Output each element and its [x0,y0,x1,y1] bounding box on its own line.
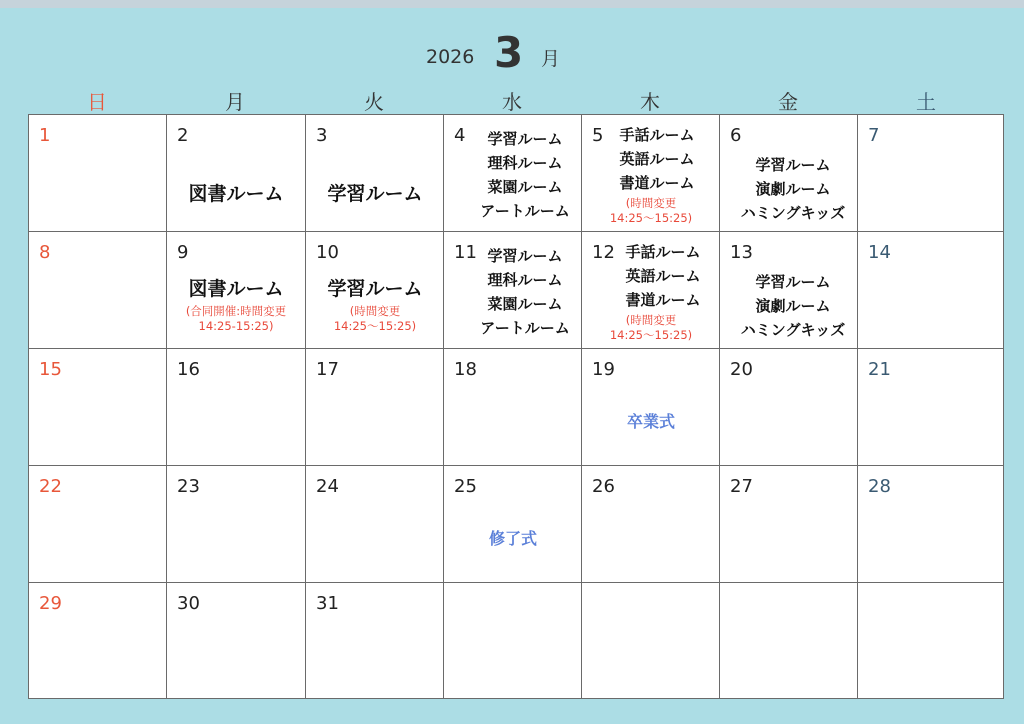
day-number: 14 [868,242,891,263]
day-number: 28 [868,476,891,497]
day-number: 13 [730,242,753,263]
day-cell[interactable] [306,349,444,466]
day-number: 3 [316,125,328,146]
day-number: 29 [39,593,62,614]
weekday-mon: 月 [225,90,245,114]
event-room: ハミングキッズ [740,204,846,222]
note-line: (時間変更 [625,313,677,327]
event-room: 手話ルーム [625,243,701,261]
event-room-list [724,153,862,225]
day-cell[interactable] [167,232,305,349]
event-room: 学習ルーム [327,278,423,300]
day-cell[interactable] [167,583,305,700]
calendar-grid [28,114,1004,699]
event-room: 理科ルーム [487,271,563,289]
event-room: 図書ルーム [188,278,284,300]
event-room-list [456,127,594,223]
day-number: 4 [454,125,466,146]
day-number: 27 [730,476,753,497]
day-number: 15 [39,359,62,380]
calendar-title [0,24,1024,84]
day-cell[interactable] [444,232,582,349]
event-room: 学習ルーム [327,183,423,205]
note-line: 14:25～15:25) [333,319,417,333]
day-cell[interactable] [582,466,720,583]
day-number: 25 [454,476,477,497]
day-number: 30 [177,593,200,614]
note-line: (合同開催:時間変更 [185,304,287,318]
weekday-fri: 金 [778,90,798,114]
day-number: 8 [39,242,51,263]
day-cell[interactable] [29,115,167,232]
day-number: 16 [177,359,200,380]
event-room: アートルーム [480,202,570,220]
day-number: 20 [730,359,753,380]
time-change-note [582,196,720,226]
day-cell[interactable] [720,466,858,583]
event-room: 書道ルーム [619,174,695,192]
day-cell[interactable] [306,583,444,700]
day-cell[interactable] [444,115,582,232]
event-room-list [588,123,726,195]
day-cell[interactable] [582,232,720,349]
weekday-sat: 土 [916,90,936,114]
day-number: 7 [868,125,880,146]
day-cell[interactable] [167,115,305,232]
weekday-tue: 火 [364,90,384,114]
month-number: 3 [494,28,524,77]
event-room: 学習ルーム [487,130,563,148]
day-cell[interactable] [858,466,996,583]
event-room: 英語ルーム [619,150,695,168]
day-cell[interactable] [720,232,858,349]
event-room: 演劇ルーム [755,297,831,315]
event-room: 学習ルーム [755,156,831,174]
time-change-note [582,313,720,343]
note-line: 14:25～15:25) [609,328,693,342]
weekday-sun: 日 [87,90,107,114]
day-number: 23 [177,476,200,497]
note-line: 14:25-15:25) [198,319,274,333]
day-cell[interactable] [29,232,167,349]
day-number: 2 [177,125,189,146]
weekday-thu: 木 [640,90,660,114]
day-number: 31 [316,593,339,614]
event-room: 書道ルーム [625,291,701,309]
event-room: アートルーム [480,319,570,337]
event-room-list [724,270,862,342]
day-cell[interactable] [306,115,444,232]
day-cell[interactable] [720,349,858,466]
ceremony-event: 卒業式 [626,412,675,431]
event-room: 菜園ルーム [487,178,563,196]
note-line: (時間変更 [349,304,401,318]
day-number: 26 [592,476,615,497]
event-room: 学習ルーム [487,247,563,265]
day-cell[interactable] [306,466,444,583]
day-number: 5 [592,125,604,146]
day-number: 10 [316,242,339,263]
day-number: 12 [592,242,615,263]
day-cell[interactable] [858,349,996,466]
day-number: 17 [316,359,339,380]
day-cell[interactable] [29,466,167,583]
event-room: 学習ルーム [755,273,831,291]
day-cell[interactable] [582,115,720,232]
weekday-header [28,86,1005,114]
day-cell[interactable] [858,232,996,349]
note-line: 14:25～15:25) [609,211,693,225]
note-line: (時間変更 [625,196,677,210]
event-room-list [594,240,732,312]
event-room: 菜園ルーム [487,295,563,313]
event-room: ハミングキッズ [740,321,846,339]
event-room: 演劇ルーム [755,180,831,198]
year-label: 2026 [426,46,475,68]
ceremony-event: 修了式 [488,529,537,548]
day-cell[interactable] [720,115,858,232]
top-band [0,0,1024,8]
event-room: 手話ルーム [619,126,695,144]
day-cell[interactable] [167,466,305,583]
day-number: 9 [177,242,189,263]
day-cell[interactable] [582,349,720,466]
day-number: 22 [39,476,62,497]
day-cell[interactable] [858,115,996,232]
time-change-note [306,304,444,334]
day-number: 24 [316,476,339,497]
day-cell[interactable] [444,349,582,466]
month-suffix: 月 [541,48,561,70]
day-number: 1 [39,125,51,146]
event-room: 図書ルーム [188,183,284,205]
day-number: 21 [868,359,891,380]
event-room: 英語ルーム [625,267,701,285]
day-number: 6 [730,125,742,146]
day-cell[interactable] [167,349,305,466]
day-cell[interactable] [306,232,444,349]
day-number: 18 [454,359,477,380]
weekday-wed: 水 [502,90,522,114]
event-room: 理科ルーム [487,154,563,172]
day-cell[interactable] [444,466,582,583]
event-room-list [456,244,594,340]
day-cell[interactable] [29,583,167,700]
time-change-note [167,304,305,334]
day-number: 11 [454,242,477,263]
day-cell[interactable] [29,349,167,466]
day-number: 19 [592,359,615,380]
